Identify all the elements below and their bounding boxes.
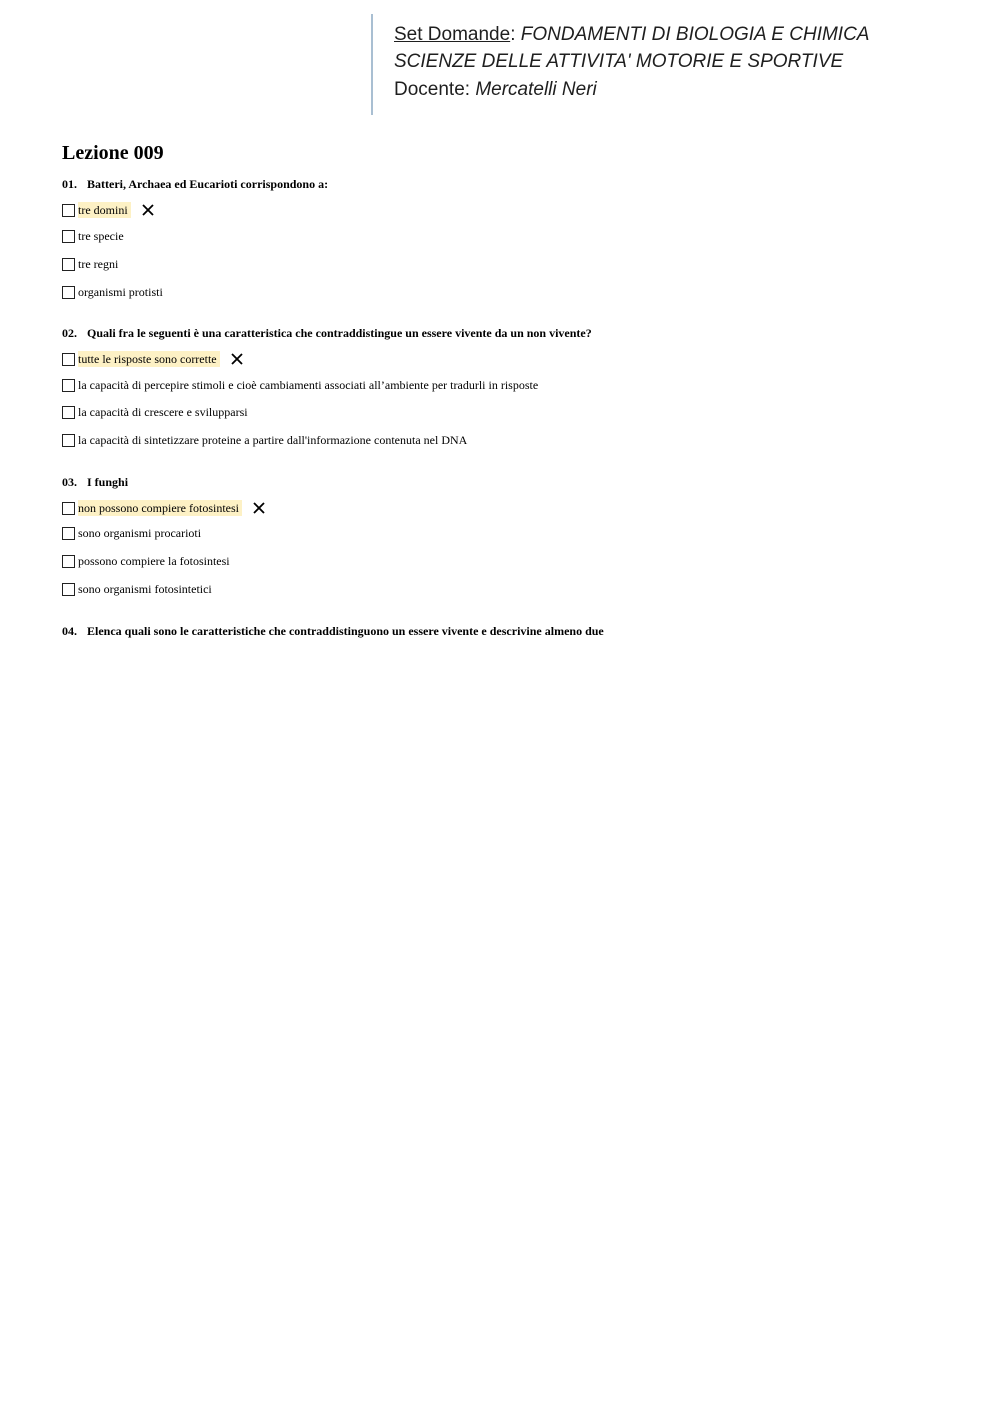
- answer-checkbox[interactable]: [62, 258, 75, 271]
- question-text: Batteri, Archaea ed Eucarioti corrispondono a:: [87, 177, 329, 191]
- answer-checkbox[interactable]: [62, 286, 75, 299]
- answer-text: possono compiere la fotosintesi: [78, 554, 230, 568]
- answer-option[interactable]: [62, 284, 166, 300]
- set-colon: :: [510, 24, 516, 45]
- answer-option[interactable]: [62, 256, 121, 272]
- answer-checkbox[interactable]: [62, 204, 75, 217]
- question-number: 01.: [62, 177, 77, 191]
- answer-option[interactable]: [62, 525, 204, 541]
- document-header: [371, 14, 933, 115]
- answer-text: tutte le risposte sono corrette: [78, 351, 220, 367]
- answer-option[interactable]: [62, 351, 244, 367]
- answer-text: la capacità di crescere e svilupparsi: [78, 405, 248, 419]
- answer-text: non possono compiere fotosintesi: [78, 500, 242, 516]
- answer-checkbox[interactable]: [62, 353, 75, 366]
- answer-option[interactable]: [62, 432, 470, 448]
- answer-checkbox[interactable]: [62, 230, 75, 243]
- question-number: 04.: [62, 624, 77, 638]
- teacher-label: Docente:: [394, 79, 471, 100]
- question-01: [62, 177, 328, 192]
- answer-text: tre domini: [78, 202, 131, 218]
- answer-checkbox[interactable]: [62, 583, 75, 596]
- answer-option[interactable]: [62, 228, 127, 244]
- answer-text: tre specie: [78, 229, 124, 243]
- course-name: SCIENZE DELLE ATTIVITA' MOTORIE E SPORTIVE: [394, 51, 844, 72]
- x-icon: [252, 501, 266, 515]
- answer-text: sono organismi fotosintetici: [78, 582, 212, 596]
- teacher-name: Mercatelli Neri: [475, 79, 597, 100]
- answer-checkbox[interactable]: [62, 527, 75, 540]
- answer-option[interactable]: [62, 202, 155, 218]
- lesson-title: Lezione 009: [62, 142, 164, 164]
- question-number: 03.: [62, 475, 77, 489]
- header-subject-line: [394, 24, 869, 46]
- question-04: [62, 624, 604, 639]
- answer-text: tre regni: [78, 257, 119, 271]
- header-teacher-line: [394, 79, 597, 101]
- x-icon: [141, 203, 155, 217]
- question-text: Quali fra le seguenti è una caratteristica che contraddistingue un essere vivente da un non vivente?: [87, 326, 592, 340]
- question-02: [62, 326, 592, 341]
- answer-checkbox[interactable]: [62, 555, 75, 568]
- x-icon: [230, 352, 244, 366]
- question-03: [62, 475, 128, 490]
- answer-text: sono organismi procarioti: [78, 526, 202, 540]
- answer-option[interactable]: [62, 581, 215, 597]
- answer-option[interactable]: [62, 500, 266, 516]
- answer-checkbox[interactable]: [62, 502, 75, 515]
- subject-name: FONDAMENTI DI BIOLOGIA E CHIMICA: [520, 24, 870, 45]
- question-text: Elenca quali sono le caratteristiche che contraddistinguono un essere vivente e descrivine almeno due: [87, 624, 604, 638]
- question-text: I funghi: [87, 475, 129, 489]
- answer-text: organismi protisti: [78, 285, 163, 299]
- answer-checkbox[interactable]: [62, 379, 75, 392]
- answer-text: la capacità di percepire stimoli e cioè cambiamenti associati all’ambiente per tradurli in risposte: [78, 378, 539, 392]
- answer-text: la capacità di sintetizzare proteine a partire dall'informazione contenuta nel DNA: [78, 433, 468, 447]
- answer-option[interactable]: [62, 404, 251, 420]
- answer-checkbox[interactable]: [62, 406, 75, 419]
- question-number: 02.: [62, 326, 77, 340]
- answer-checkbox[interactable]: [62, 434, 75, 447]
- answer-option[interactable]: [62, 553, 233, 569]
- answer-option[interactable]: [62, 377, 541, 393]
- set-label: Set Domande: [394, 24, 511, 45]
